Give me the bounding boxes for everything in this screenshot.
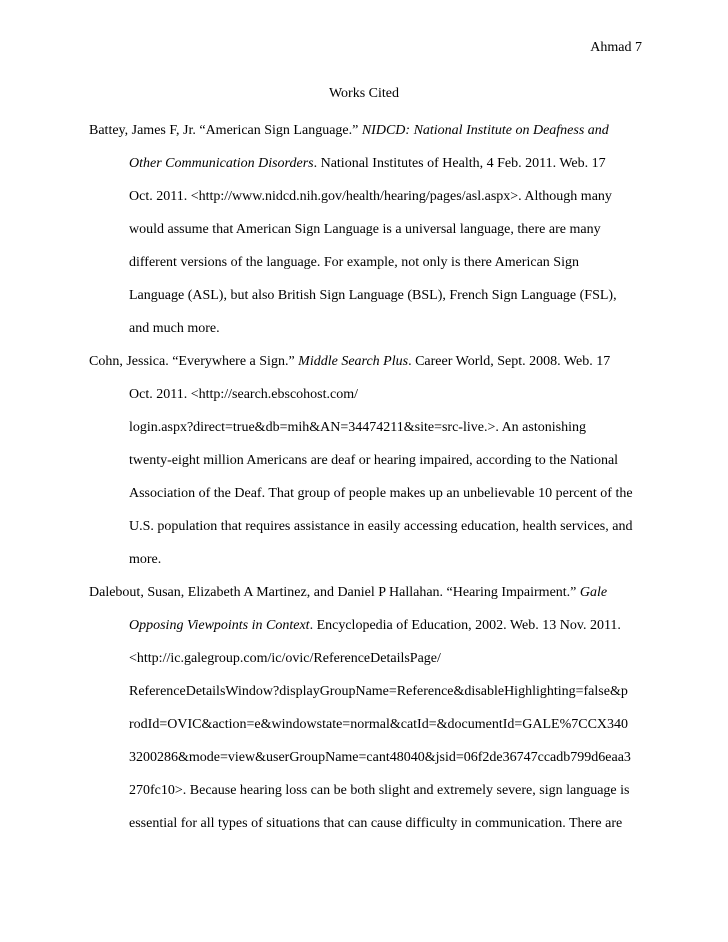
- citation-line: 270fc10>. Because hearing loss can be both slight and extremely severe, sign language is: [129, 783, 630, 798]
- citation-line: Dalebout, Susan, Elizabeth A Martinez, and Daniel P Hallahan. “Hearing Impairment.” Gale: [89, 585, 608, 600]
- citation-line: ReferenceDetailsWindow?displayGroupName=Reference&disableHighlighting=false&p: [129, 684, 628, 699]
- citation-line: U.S. population that requires assistance in easily accessing education, health services, and: [129, 519, 633, 534]
- citation-line: <http://ic.galegroup.com/ic/ovic/ReferenceDetailsPage/: [129, 651, 441, 666]
- citation-line: Battey, James F, Jr. “American Sign Language.” NIDCD: National Institute on Deafness and: [89, 123, 609, 138]
- citation-line: login.aspx?direct=true&db=mih&AN=34474211&site=src-live.>. An astonishing: [129, 420, 586, 435]
- running-head: Ahmad 7: [590, 40, 642, 55]
- citation-line: 3200286&mode=view&userGroupName=cant48040&jsid=06f2de36747ccadb799d6eaa3: [129, 750, 631, 765]
- citation-line: would assume that American Sign Language is a universal language, there are many: [129, 222, 601, 237]
- citation-line: Opposing Viewpoints in Context. Encyclopedia of Education, 2002. Web. 13 Nov. 2011.: [129, 618, 621, 633]
- citation-line: Other Communication Disorders. National Institutes of Health, 4 Feb. 2011. Web. 17: [129, 156, 606, 171]
- citation-line: more.: [129, 552, 162, 567]
- citation-line: Oct. 2011. <http://www.nidcd.nih.gov/health/hearing/pages/asl.aspx>. Although many: [129, 189, 612, 204]
- citation-line: Language (ASL), but also British Sign Language (BSL), French Sign Language (FSL),: [129, 288, 617, 303]
- citation-line: different versions of the language. For example, not only is there American Sign: [129, 255, 579, 270]
- citation-line: twenty-eight million Americans are deaf or hearing impaired, according to the National: [129, 453, 619, 468]
- citation-line: essential for all types of situations that can cause difficulty in communication. There are: [129, 816, 623, 831]
- citation-line: Cohn, Jessica. “Everywhere a Sign.” Middle Search Plus. Career World, Sept. 2008. Web. 17: [89, 354, 611, 369]
- citation-line: and much more.: [129, 321, 220, 336]
- citation-line: Oct. 2011. <http://search.ebscohost.com/: [129, 387, 358, 402]
- page-title: Works Cited: [328, 86, 400, 101]
- citation-line: rodId=OVIC&action=e&windowstate=normal&catId=&documentId=GALE%7CCX340: [129, 717, 629, 732]
- citation-line: Association of the Deaf. That group of people makes up an unbelievable 10 percent of the: [129, 486, 633, 501]
